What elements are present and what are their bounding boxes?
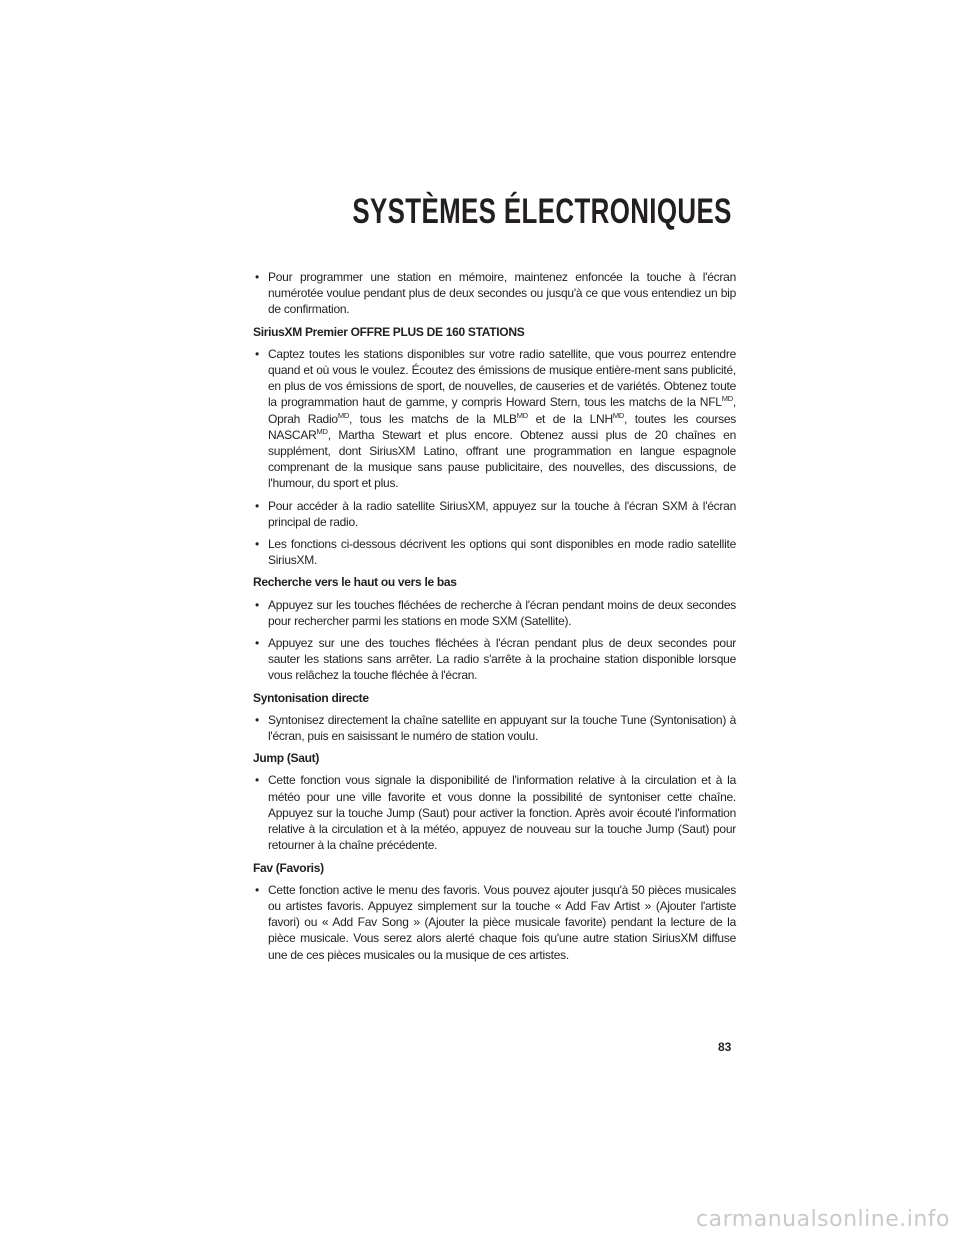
bullet-dot: •: [255, 346, 259, 361]
bullet-item: [253, 498, 736, 530]
section-heading: Syntonisation directe: [253, 690, 369, 705]
bullet-text: Cette fonction active le menu des favoris. Vous pouvez ajouter jusqu'à 50 pièces musicales ou artistes favoris. Appuyez simplement sur la touche « Add Fav Artist » (Ajouter l'artiste favori) ou « Add Fav Song » (Ajouter la pièce musicale favorite) pendant la lecture de la pièce musicale. Vous serez alors alerté chaque fois qu'une autre station SiriusXM diffuse une de ces pièces musicales ou la musique de ces artistes.: [268, 882, 736, 962]
bullet-item: [253, 346, 736, 492]
bullet-text: [268, 347, 736, 491]
section-title: SYSTÈMES ÉLECTRONIQUES: [352, 192, 732, 231]
page-number: 83: [718, 1040, 732, 1054]
trademark-sup: MD: [721, 394, 733, 404]
section-heading: Recherche vers le haut ou vers le bas: [253, 575, 457, 590]
text-fragment: , Oprah Radio: [268, 395, 736, 426]
bullet-item: [253, 635, 736, 684]
trademark-sup: MD: [316, 426, 328, 436]
bullet-item: [253, 269, 736, 318]
text-fragment: et de la LNH: [527, 411, 613, 426]
text-fragment: , toutes les courses NASCAR: [268, 411, 736, 442]
bullet-dot: •: [255, 270, 259, 284]
bullet-text: Cette fonction vous signale la disponibilité de l'information relative à la circulation et à la météo pour une ville favorite et vous donne la possibilité de syntoniser cette chaîne. Appuyez sur la touche Jump (Saut) pour activer la fonction. Après avoir écouté l'information relative à la circulation et à la météo, appuyez de nouveau sur la touche Jump (Saut) pour retourner à la chaîne précédente.: [268, 773, 736, 853]
bullet-text: Pour programmer une station en mémoire, maintenez enfoncée la touche à l'écran numérotée voulue pendant plus de deux secondes ou jusqu'à ce que vous entendiez un bip de confirmation.: [268, 270, 736, 317]
bullet-item: [253, 712, 736, 744]
bullet-dot: •: [255, 773, 259, 788]
section-heading: Jump (Saut): [253, 751, 320, 766]
bullet-dot: •: [255, 498, 259, 513]
bullet-dot: •: [255, 537, 259, 552]
bullet-text: Appuyez sur les touches fléchées de recherche à l'écran pendant moins de deux secondes pour rechercher parmi les stations en mode SXM (Satellite).: [268, 597, 736, 628]
bullet-item: [253, 882, 736, 963]
bullet-dot: •: [255, 882, 259, 897]
trademark-sup: MD: [337, 410, 349, 420]
text-fragment: , tous les matchs de la MLB: [349, 411, 517, 426]
bullet-text: Les fonctions ci-dessous décrivent les options qui sont disponibles en mode radio satellite SiriusXM.: [268, 537, 736, 568]
bullet-dot: •: [255, 636, 259, 651]
bullet-item: [253, 597, 736, 629]
bullet-text: Appuyez sur une des touches fléchées à l'écran pendant plus de deux secondes pour sauter les stations sans arrêter. La radio s'arrête à la prochaine station disponible lorsque vous relâchez la touche fléchée à l'écran.: [268, 636, 736, 683]
watermark: carmanualsonline.info: [696, 1207, 950, 1232]
page-content: [253, 269, 736, 969]
bullet-dot: •: [255, 712, 259, 727]
text-fragment: , Martha Stewart et plus encore. Obtenez aussi plus de 20 chaînes en supplément, dont SiriusXM Latino, offrant une programmation en langue espagnole comprenant de la musique sans pause publicitaire, des nouvelles, des discussions, de l'humour, du sport et plus.: [268, 427, 736, 491]
trademark-sup: MD: [612, 410, 625, 420]
bullet-text: Syntonisez directement la chaîne satellite en appuyant sur la touche Tune (Syntonisation) à l'écran, puis en saisissant le numéro de station voulu.: [268, 712, 736, 744]
text-fragment: Captez toutes les stations disponibles sur votre radio satellite, que vous pourrez entendre quand et où vous le voulez. Écoutez des émissions de musique entière-ment sans publicité, en plus de vos émissions de sport, de nouvelles, de causeries et de variétés. Obtenez toute la programmation haut de gamme, y compris Howard Stern, tous les matchs de la NFL: [268, 346, 736, 410]
bullet-text: Pour accéder à la radio satellite SiriusXM, appuyez sur la touche à l'écran SXM à l'écran principal de radio.: [268, 498, 736, 529]
bullet-dot: •: [255, 597, 259, 612]
bullet-item: [253, 772, 736, 853]
bullet-item: [253, 536, 736, 568]
section-heading: SiriusXM Premier OFFRE PLUS DE 160 STATIONS: [253, 324, 525, 339]
section-heading: Fav (Favoris): [253, 860, 324, 875]
trademark-sup: MD: [516, 410, 528, 420]
